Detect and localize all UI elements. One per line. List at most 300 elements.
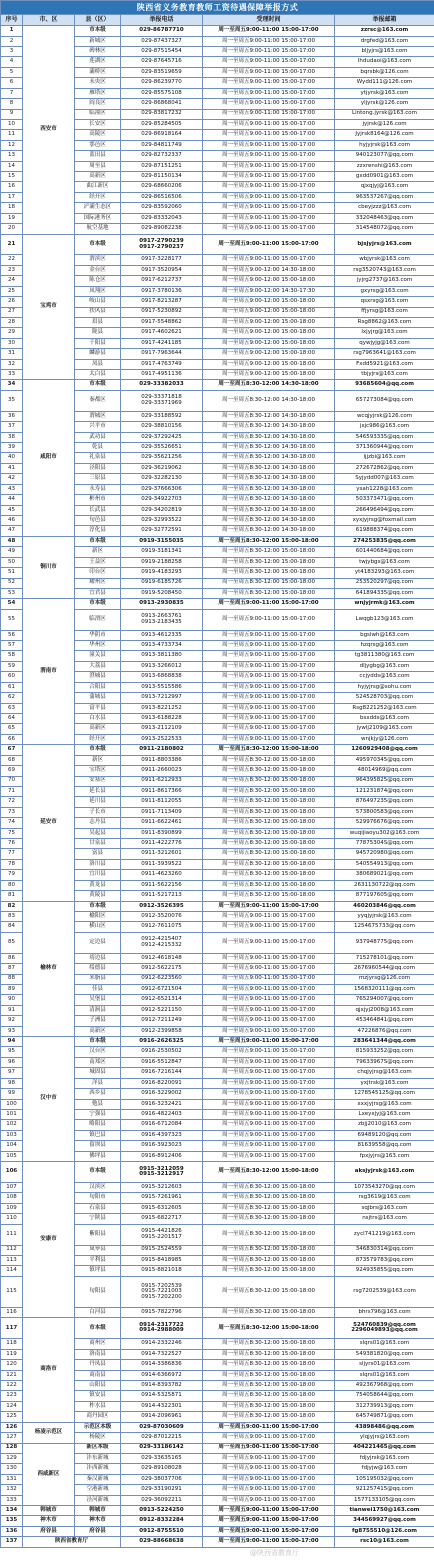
office-hours: 周一至周五9:00-11:00 15:00-17:00 [203, 713, 335, 723]
phone-number: 0919-5208450 [121, 588, 203, 598]
county-name: 经开区 [75, 734, 121, 744]
city-name: 府谷县 [23, 1526, 75, 1536]
phone-number: 0916-8912406 [121, 1151, 203, 1161]
county-name: 市本级 [75, 1037, 121, 1047]
office-hours: 周一至周五9:00-12:00 15:00-18:00 [203, 338, 335, 348]
phone-number: 029-88668638 [121, 1537, 203, 1548]
report-email: 573800583@qq.com [335, 807, 434, 817]
row-index: 19 [1, 213, 23, 223]
row-index: 130 [1, 1464, 23, 1474]
report-email: yljyrsk@126.com [335, 99, 434, 109]
county-name: 市本级 [75, 26, 121, 36]
county-name: 千阳县 [75, 338, 121, 348]
report-email: bqrsbk@126.com [335, 67, 434, 77]
phone-number: 0914-3386836 [121, 1360, 203, 1370]
phone-number: 0916-4397323 [121, 1130, 203, 1140]
phone-number: 0919-4183293 [121, 568, 203, 578]
city-name: 杨凌示范区 [23, 1422, 75, 1443]
phone-number: 029-36219062 [121, 463, 203, 473]
report-email: 93685604@qq.com [335, 380, 434, 390]
phone-number: 0911-8390899 [121, 828, 203, 838]
office-hours: 周一至周五9:00-12:00 15:00-18:00 [203, 317, 335, 327]
report-email: yt4183293@163.com [335, 568, 434, 578]
row-index: 87 [1, 964, 23, 974]
county-name: 扶风县 [75, 307, 121, 317]
row-index: 15 [1, 172, 23, 182]
phone-number: 0913-2930835 [121, 599, 203, 609]
office-hours: 周一至周五8:30-12:00 15:00-18:00 [203, 1412, 335, 1422]
phone-number: 0916-3923023 [121, 1141, 203, 1151]
office-hours: 周一至周五8:30-12:00 15:00-18:00 [203, 1193, 335, 1203]
office-hours: 周一至周五8:30-12:00 14:30-18:00 [203, 484, 335, 494]
report-email: 503373471@qq.com [335, 495, 434, 505]
office-hours: 周一至周五9:00-11:00 15:00-17:00 [203, 703, 335, 713]
office-hours: 周一至周五8:30-12:00 14:30-18:00 [203, 432, 335, 442]
county-name: 国际港务区 [75, 213, 121, 223]
office-hours: 周一至周五8:30-12:00 15:00-18:00 [203, 536, 335, 546]
phone-number: 0911-8112055 [121, 797, 203, 807]
county-name: 沣西新城 [75, 1464, 121, 1474]
county-name: 长安区 [75, 119, 121, 129]
office-hours: 周一至周五8:30-12:00 14:30-18:00 [203, 411, 335, 421]
office-hours: 周一至周五9:00-11:00 15:00-17:00 [203, 1443, 335, 1453]
city-name: 安康市 [23, 1162, 75, 1318]
phone-number: 029-36092211 [121, 1495, 203, 1505]
county-name: 新城区 [75, 36, 121, 46]
county-name: 绥德县 [75, 964, 121, 974]
office-hours: 周一至周五9:00-11:00 15:00-17:00 [203, 192, 335, 202]
report-email: hyjyjrsk@163.com [335, 140, 434, 150]
county-name: 定边县 [75, 932, 121, 953]
report-email: 1278545125@qq.com [335, 1089, 434, 1099]
report-email: 492367968@qq.com [335, 1380, 434, 1390]
report-email: rsc10@163.com [335, 1537, 434, 1548]
report-email: ffjyrsg@163.com [335, 307, 434, 317]
row-index: 85 [1, 932, 23, 953]
office-hours: 周一至周五9:00-11:00 15:00-17:00 [203, 953, 335, 963]
phone-number: 029-85575108 [121, 88, 203, 98]
office-hours: 周一至周五9:00-11:00 15:00-17:00 [203, 1068, 335, 1078]
report-email: rsg7963641@163.com [335, 349, 434, 359]
city-name: 铜川市 [23, 536, 75, 599]
report-email: 2631130722@qq.com [335, 880, 434, 890]
row-index: 114 [1, 1266, 23, 1276]
phone-number: 029-68660206 [121, 182, 203, 192]
county-name: 市本级 [75, 234, 121, 255]
report-email: 1073543270@qq.com [335, 1182, 434, 1192]
phone-number: 0914-2317722 0914-2988009 [121, 1318, 203, 1339]
office-hours: 周一至周五9:00-11:00 15:00-17:00 [203, 609, 335, 630]
phone-number: 0917-3228177 [121, 255, 203, 265]
report-email: 641894335@qq.com [335, 588, 434, 598]
watermark-text: @陕西省教育厅 [250, 1549, 299, 1557]
row-index: 25 [1, 286, 23, 296]
report-email: bjsjyjrs@163.com [335, 234, 434, 255]
row-index: 107 [1, 1182, 23, 1192]
row-index: 137 [1, 1537, 23, 1548]
row-index: 57 [1, 641, 23, 651]
county-name: 合阳县 [75, 682, 121, 692]
report-email: 314548072@qq.com [335, 224, 434, 234]
office-hours: 周一至周五9:00-11:00 15:00-17:00 [203, 630, 335, 640]
county-name: 高新区 [75, 724, 121, 734]
row-index: 119 [1, 1349, 23, 1359]
row-index: 38 [1, 432, 23, 442]
report-email: 69489120@qq.com [335, 1130, 434, 1140]
phone-number: 0916-8220091 [121, 1078, 203, 1088]
county-name: 泾阳县 [75, 463, 121, 473]
row-index: 93 [1, 1026, 23, 1036]
phone-number: 029-87030609 [121, 1422, 203, 1432]
report-email: drgfed@163.com [335, 36, 434, 46]
county-name: 曲江新区 [75, 182, 121, 192]
phone-number: 029-32772591 [121, 526, 203, 536]
row-index: 21 [1, 234, 23, 255]
report-email: yxjtrsk@163.com [335, 1078, 434, 1088]
row-index: 82 [1, 901, 23, 911]
row-index: 98 [1, 1078, 23, 1088]
row-index: 66 [1, 734, 23, 744]
table-row [1, 536, 434, 546]
city-name: 榆林市 [23, 901, 75, 1036]
report-email: Fxdd5921@163.com [335, 359, 434, 369]
report-email: zycl741219@163.com [335, 1224, 434, 1245]
office-hours: 周一至周五9:00-11:00 15:00-17:00 [203, 599, 335, 609]
county-name: 渭城区 [75, 411, 121, 421]
report-email: wnjyjrmk@163.com [335, 599, 434, 609]
row-index: 16 [1, 182, 23, 192]
row-index: 20 [1, 224, 23, 234]
office-hours: 周一至周五9:00-11:00 15:00-17:00 [203, 26, 335, 36]
phone-number: 0916-6712084 [121, 1120, 203, 1130]
report-email: 274253835@qq.com [335, 536, 434, 546]
phone-number: 0913-2112109 [121, 724, 203, 734]
office-hours: 周一至周五9:00-11:00 15:00-17:00 [203, 1078, 335, 1088]
county-name: 紫阳县 [75, 1224, 121, 1245]
office-hours: 周一至周五9:00-11:00 15:00-17:00 [203, 932, 335, 953]
row-index: 27 [1, 307, 23, 317]
county-name: 新区本级 [75, 1443, 121, 1453]
report-email: 924935855@qq.com [335, 1266, 434, 1276]
county-name: 丹凤县 [75, 1360, 121, 1370]
report-email: 105195032@qq.com [335, 1474, 434, 1484]
phone-number: 0912-7611075 [121, 922, 203, 932]
county-name: 杨陵区 [75, 1433, 121, 1443]
county-name: 韩城市 [75, 1506, 121, 1516]
office-hours: 周一至周五8:30-12:00 15:00-18:00 [203, 1401, 335, 1411]
office-hours: 周一至周五8:30-12:00 15:00-18:00 [203, 557, 335, 567]
office-hours: 周一至周五9:00-11:00 15:00-17:00 [203, 109, 335, 119]
county-name: 临潼区 [75, 109, 121, 119]
report-email: qjxjyj2008@163.com [335, 1005, 434, 1015]
row-index: 34 [1, 380, 23, 390]
report-email: 460203846@qq.com [335, 901, 434, 911]
office-hours: 周一至周五8:30-12:00 15:00-18:00 [203, 1339, 335, 1349]
table-row [1, 26, 434, 36]
report-email: fg8755510@126.com [335, 1526, 434, 1536]
phone-number: 0915-3212603 [121, 1182, 203, 1192]
office-hours: 周一至周五9:00-11:00 15:00-17:00 [203, 1495, 335, 1505]
county-name: 宜川县 [75, 870, 121, 880]
county-name: 凤县 [75, 359, 121, 369]
row-index: 23 [1, 265, 23, 275]
report-email: 121231874@qq.com [335, 786, 434, 796]
phone-number: 029-32282130 [121, 474, 203, 484]
county-name: 略阳县 [75, 1120, 121, 1130]
phone-number: 0913-5224250 [121, 1506, 203, 1516]
report-email: zzxrenshi@163.com [335, 161, 434, 171]
county-name: 空港新城 [75, 1485, 121, 1495]
report-email: cbeyjzzz@163.com [335, 203, 434, 213]
office-hours: 周一至周五8:30-12:00 15:00-18:00 [203, 870, 335, 880]
report-email: 945720980@qq.com [335, 849, 434, 859]
phone-number: 0915-6312605 [121, 1203, 203, 1213]
county-name: 岐山县 [75, 297, 121, 307]
county-name: 高新区 [75, 1026, 121, 1036]
county-name: 米脂县 [75, 974, 121, 984]
office-hours: 周一至周五8:30-12:00 14:30-18:00 [203, 495, 335, 505]
office-hours: 周一至周五8:30-12:00 15:00-18:00 [203, 849, 335, 859]
phone-number: 029-82732337 [121, 151, 203, 161]
office-hours: 周一至周五9:00-11:00 15:00-17:00 [203, 1141, 335, 1151]
county-name: 临渭区 [75, 609, 121, 630]
phone-number: 0911-5622156 [121, 880, 203, 890]
phone-number: 0911-7113409 [121, 807, 203, 817]
county-name: 延川县 [75, 797, 121, 807]
phone-number: 0914-4322301 [121, 1401, 203, 1411]
county-name: 蓝田县 [75, 151, 121, 161]
office-hours: 周一至周五8:30-12:00 15:00-18:00 [203, 1370, 335, 1380]
office-hours: 周一至周五9:00-11:00 15:00-17:00 [203, 57, 335, 67]
row-index: 37 [1, 422, 23, 432]
table-row [1, 380, 434, 390]
report-email: jywlj2109@163.com [335, 724, 434, 734]
row-index: 29 [1, 328, 23, 338]
phone-number: 0917-3520954 [121, 265, 203, 275]
county-name: 神木市 [75, 1516, 121, 1526]
county-name: 吴堡县 [75, 995, 121, 1005]
phone-number: 029-86787710 [121, 26, 203, 36]
report-email: 332048463@qq.com [335, 213, 434, 223]
office-hours: 周一至周五9:00-12:00 15:00-18:00 [203, 276, 335, 286]
phone-number: 029-86918164 [121, 130, 203, 140]
phone-number: 0916-4822403 [121, 1110, 203, 1120]
report-email: nsjtrs@163.com [335, 1214, 434, 1224]
phone-number: 0914-2332246 [121, 1339, 203, 1349]
report-email: 495970345@qq.com [335, 755, 434, 765]
county-name: 礼泉县 [75, 453, 121, 463]
office-hours: 周一至周五9:00-11:00 15:00-17:00 [203, 1506, 335, 1516]
report-email: 815933252@qq.com [335, 1047, 434, 1057]
phone-number: 029-33190291 [121, 1485, 203, 1495]
row-index: 89 [1, 984, 23, 994]
row-index: 75 [1, 828, 23, 838]
row-index: 105 [1, 1151, 23, 1161]
office-hours: 周一至周五9:00-11:00 15:00-17:00 [203, 1047, 335, 1057]
county-name: 留坝县 [75, 1141, 121, 1151]
office-hours: 周一至周五9:00-11:00 15:00-17:00 [203, 734, 335, 744]
phone-number: 0912-8755510 [121, 1526, 203, 1536]
phone-number: 029-83592060 [121, 203, 203, 213]
phone-number: 0916-3229002 [121, 1089, 203, 1099]
office-hours: 周一至周五9:00-11:00 15:00-17:00 [203, 140, 335, 150]
office-hours: 周一至周五8:30-12:00 15:00-18:00 [203, 1266, 335, 1276]
office-hours: 周一至周五9:00-11:00 15:00-17:00 [203, 161, 335, 171]
county-name: 王益区 [75, 557, 121, 567]
row-index: 120 [1, 1360, 23, 1370]
report-email: 253520297@qq.com [335, 578, 434, 588]
office-hours: 周一至周五8:30-12:00 15:00-18:00 [203, 807, 335, 817]
report-email: hzqrsg@163.com [335, 641, 434, 651]
row-index: 95 [1, 1047, 23, 1057]
phone-number: 0917-4763749 [121, 359, 203, 369]
phone-number: 0915-4421826 0915-2201517 [121, 1224, 203, 1245]
city-name: 神木市 [23, 1516, 75, 1526]
report-email: qywjyjg@163.com [335, 338, 434, 348]
county-name: 子洲县 [75, 1016, 121, 1026]
header-index: 序号 [1, 15, 23, 26]
office-hours: 周一至周五9:00-11:00 15:00-17:00 [203, 78, 335, 88]
report-email: wnjkjy@126.com [335, 734, 434, 744]
row-index: 56 [1, 630, 23, 640]
county-name: 汉台区 [75, 1047, 121, 1057]
phone-number: 0917-4951136 [121, 370, 203, 380]
office-hours: 周一至周五9:00-11:00 15:00-17:00 [203, 130, 335, 140]
report-email: gxyrsg@163.com [335, 286, 434, 296]
office-hours: 周一至周五8:30-12:00 14:30-18:00 [203, 474, 335, 484]
phone-number: 029-81150134 [121, 172, 203, 182]
row-index: 61 [1, 682, 23, 692]
report-email: 877197605@qq.com [335, 891, 434, 901]
report-email: 77875304S@qq.com [335, 839, 434, 849]
county-name: 陇县 [75, 328, 121, 338]
county-name: 柞水县 [75, 1401, 121, 1411]
report-email: qsxrsg@163.com [335, 297, 434, 307]
report-email: 453464841@qq.com [335, 1016, 434, 1026]
office-hours: 周一至周五9:00-11:00 15:00-17:00 [203, 224, 335, 234]
report-email: aksjyjrsk@163.com [335, 1162, 434, 1183]
office-hours: 周一至周五9:00-12:00 15:00-18:00 [203, 349, 335, 359]
office-hours: 周一至周五9:00-11:00 15:00-17:00 [203, 901, 335, 911]
report-email: Syjydd007@163.com [335, 474, 434, 484]
county-name: 市本级 [75, 1318, 121, 1339]
office-hours: 周一至周五9:00-11:00 15:00-17:00 [203, 1130, 335, 1140]
phone-number: 029-86239770 [121, 78, 203, 88]
row-index: 131 [1, 1474, 23, 1484]
office-hours: 周一至周五8:30-12:00 15:00-18:00 [203, 1182, 335, 1192]
row-index: 110 [1, 1214, 23, 1224]
office-hours: 周一至周五9:00-11:00 15:00-17:00 [203, 964, 335, 974]
report-email: slqrs01@163.com [335, 1339, 434, 1349]
row-index: 134 [1, 1506, 23, 1516]
county-name: 碑林区 [75, 46, 121, 56]
office-hours: 周一至周五8:30-12:00 15:00-18:00 [203, 578, 335, 588]
county-name: 兴平市 [75, 422, 121, 432]
row-index: 42 [1, 474, 23, 484]
phone-number: 0914-8393782 [121, 1380, 203, 1390]
office-hours: 周一至周五8:30-12:00 15:00-18:00 [203, 1224, 335, 1245]
county-name: 周至县 [75, 161, 121, 171]
office-hours: 周一至周五9:00-11:00 15:00-17:00 [203, 995, 335, 1005]
report-email: 81639558@qq.com [335, 1141, 434, 1151]
office-hours: 周一至周五9:00-12:00 15:00-18:00 [203, 328, 335, 338]
phone-number: 0912-6721504 [121, 984, 203, 994]
county-name: 秦都区 [75, 390, 121, 411]
report-email: 79633967S@qq.com [335, 1057, 434, 1067]
county-name: 市本级 [75, 745, 121, 755]
phone-number: 0911-8803386 [121, 755, 203, 765]
table-row [1, 745, 434, 755]
phone-number: 0917-2790239 0917-2790237 [121, 234, 203, 255]
report-email: jxjc986@163.com [335, 422, 434, 432]
report-email: wbjyrsk@163.com [335, 255, 434, 265]
phone-number: 0916-7216144 [121, 1068, 203, 1078]
phone-number: 029-35526651 [121, 443, 203, 453]
phone-number: 0916-5512847 [121, 1057, 203, 1067]
report-email: lhdudaoi@163.com [335, 57, 434, 67]
phone-number: 0919-3181341 [121, 547, 203, 557]
county-name: 勉县 [75, 1099, 121, 1109]
phone-number: 029-83332043 [121, 213, 203, 223]
phone-number: 029-87151251 [121, 161, 203, 171]
office-hours: 周一至周五8:30-12:00 15:00-18:00 [203, 828, 335, 838]
row-index: 81 [1, 891, 23, 901]
county-name: 蒲城县 [75, 693, 121, 703]
county-name: 华阴市 [75, 630, 121, 640]
county-name: 西乡县 [75, 1089, 121, 1099]
report-email: 344569927@qq.com [335, 1516, 434, 1526]
county-name: 陈仓区 [75, 276, 121, 286]
phone-number: 029-34922703 [121, 495, 203, 505]
report-email: xxxjyjrsg@163.com [335, 1099, 434, 1109]
county-name: 佳县 [75, 984, 121, 994]
office-hours: 周一至周五8:30-12:00 15:00-18:00 [203, 766, 335, 776]
table-row [1, 1037, 434, 1047]
county-name: 商丹园区 [75, 1412, 121, 1422]
report-email: fdjyjrsk@163.com [335, 1453, 434, 1463]
report-email: 380689021@qq.com [335, 870, 434, 880]
county-name: 大荔县 [75, 661, 121, 671]
row-index: 127 [1, 1433, 23, 1443]
office-hours: 周一至周五9:00-11:00 15:00-17:00 [203, 1526, 335, 1536]
row-index: 53 [1, 588, 23, 598]
phone-number: 029-89082238 [121, 224, 203, 234]
phone-number: 0912-2399858 [121, 1026, 203, 1036]
office-hours: 周一至周五9:00-11:00 15:00-17:00 [203, 151, 335, 161]
phone-number: 029-34202819 [121, 505, 203, 515]
office-hours: 周一至周五9:00-12:00 15:00-18:00 [203, 359, 335, 369]
report-email: 1568320111@qq.com [335, 984, 434, 994]
county-name: 麟游县 [75, 349, 121, 359]
row-index: 79 [1, 870, 23, 880]
phone-number: 0915-7202539 0915-7221003 0915-7202200 [121, 1276, 203, 1307]
county-name: 志丹县 [75, 818, 121, 828]
county-name: 永寿县 [75, 484, 121, 494]
table-row [1, 1516, 434, 1526]
report-email: fpxjyjrs@163.com [335, 1151, 434, 1161]
report-email: hyjyjrsg@sohu.com [335, 682, 434, 692]
report-email: dljygbg@163.com [335, 661, 434, 671]
report-email: Wydd111@126.com [335, 78, 434, 88]
report-email: jyjrg2737@163.com [335, 276, 434, 286]
row-index: 103 [1, 1130, 23, 1140]
report-email: 765294007@qq.com [335, 995, 434, 1005]
phone-number: 029-38037706 [121, 1474, 203, 1484]
row-index: 125 [1, 1412, 23, 1422]
city-name: 商洛市 [23, 1318, 75, 1422]
row-index: 7 [1, 88, 23, 98]
county-name: 太白县 [75, 370, 121, 380]
